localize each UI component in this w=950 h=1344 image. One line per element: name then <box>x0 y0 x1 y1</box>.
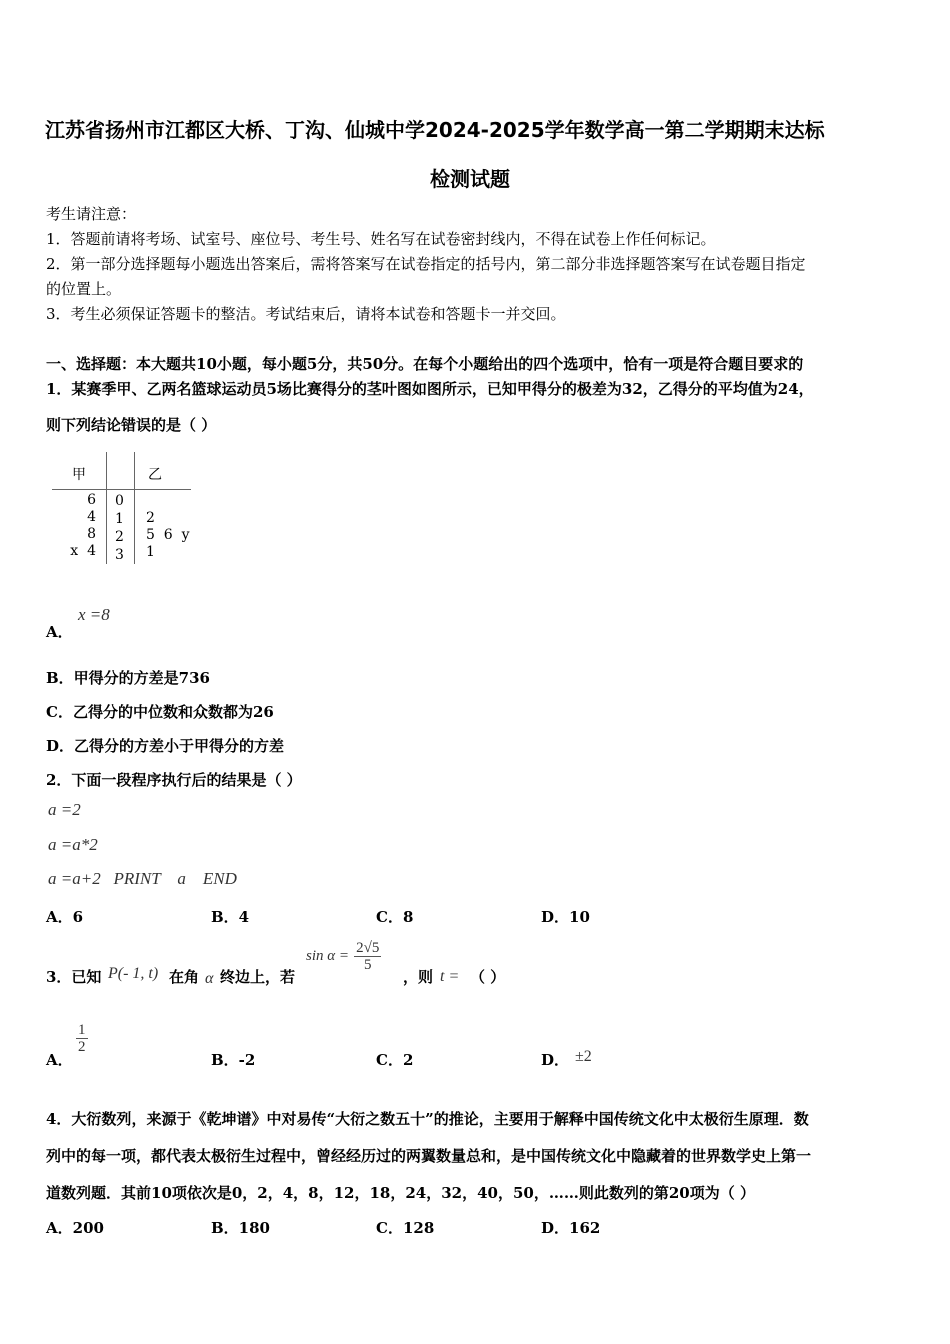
q4-stem-line2: 列中的每一项，都代表太极衍生过程中，曾经经历过的两翼数量总和，是中国传统文化中隐藏着的世界数学史上第一 <box>46 1147 812 1165</box>
q3-stem-text5: （ ） <box>470 968 506 986</box>
q2-code-line2: a =a*2 <box>48 835 98 854</box>
q3-point-math: P(- 1, t) <box>108 965 159 982</box>
stem-header-right: 乙 <box>148 467 162 483</box>
q3-option-a-numerator: 1 <box>78 1022 86 1038</box>
stem-row-left: x 4 <box>70 543 96 559</box>
stem-divider-right <box>134 452 135 564</box>
q3-option-a-label[interactable]: A． <box>46 1051 73 1069</box>
stem-row-right: 1 <box>146 544 155 560</box>
stem-row-right: 5 6 y <box>146 527 190 543</box>
q1-option-d[interactable]: D．乙得分的方差小于甲得分的方差 <box>46 737 285 755</box>
q3-option-b[interactable]: B．-2 <box>211 1051 256 1069</box>
q2-code-line1: a =2 <box>48 800 81 819</box>
q4-stem-line1: 4．大衍数列，来源于《乾坤谱》中对易传“大衍之数五十”的推论，主要用于解释中国传统文化中太极衍生原理．数 <box>46 1110 809 1128</box>
q2-option-b[interactable]: B．4 <box>211 908 250 926</box>
q1-stem-line2: 则下列结论错误的是（ ） <box>46 416 217 434</box>
page-title-cont: 检测试题 <box>430 167 510 191</box>
q1-option-a-math: x =8 <box>78 605 110 624</box>
q4-option-b[interactable]: B．180 <box>211 1219 270 1237</box>
q3-angle-math: α <box>205 970 214 987</box>
q3-sin-expression <box>306 940 381 973</box>
q3-option-d-math: ±2 <box>575 1048 592 1065</box>
q3-option-a-fraction <box>76 1022 88 1055</box>
q3-sin-label: sin α = <box>306 948 350 964</box>
q3-stem-text3: 终边上，若 <box>220 968 296 986</box>
stem-leaf-plot <box>52 452 192 567</box>
q3-sin-denominator: 5 <box>363 957 372 973</box>
q4-stem-line3: 道数列题．其前10项依次是0，2，4，8，12，18，24，32，40，50，……则此数列的第20项为（ ） <box>46 1184 755 1202</box>
stem-row-left: 4 <box>87 509 96 525</box>
notice-item-2-cont: 的位置上。 <box>46 280 122 298</box>
stem-row-stem: 0 <box>115 493 124 509</box>
q3-option-d-label[interactable]: D． <box>541 1051 570 1069</box>
stem-header-left: 甲 <box>72 467 86 483</box>
section-heading: 一、选择题：本大题共10小题，每小题5分，共50分。在每个小题给出的四个选项中，恰有一项是符合题目要求的 <box>46 355 804 373</box>
q3-stem-text2: 在角 <box>169 968 200 986</box>
q1-option-a-label[interactable]: A． <box>46 623 73 641</box>
stem-row-right: 2 <box>146 510 155 526</box>
stem-row-stem: 2 <box>115 529 124 545</box>
page-title: 江苏省扬州市江都区大桥、丁沟、仙城中学2024-2025学年数学高一第二学期期末达标 <box>45 118 825 142</box>
q3-t-math: t = <box>440 968 460 985</box>
stem-header-line <box>52 489 191 490</box>
notice-item-2: 2．第一部分选择题每小题选出答案后，需将答案写在试卷指定的括号内，第二部分非选择题答案写在试卷题目指定 <box>46 255 806 273</box>
q3-option-a-denominator: 2 <box>78 1039 86 1055</box>
q2-option-d[interactable]: D．10 <box>541 908 590 926</box>
q2-stem: 2．下面一段程序执行后的结果是（ ） <box>46 771 302 789</box>
q1-stem-line1: 1．某赛季甲、乙两名篮球运动员5场比赛得分的茎叶图如图所示，已知甲得分的极差为32，乙得分的平均值为24， <box>46 380 814 398</box>
q3-option-c[interactable]: C．2 <box>376 1051 414 1069</box>
q2-code-line3: a =a+2 PRINT a END <box>48 869 237 888</box>
stem-row-left: 6 <box>87 492 96 508</box>
q2-option-a[interactable]: A．6 <box>46 908 84 926</box>
q3-stem-text1: 3．已知 <box>46 968 102 986</box>
stem-row-stem: 1 <box>115 511 124 527</box>
q1-option-c[interactable]: C．乙得分的中位数和众数都为26 <box>46 703 274 721</box>
q3-sin-numerator: 2√5 <box>356 940 380 956</box>
q2-option-c[interactable]: C．8 <box>376 908 414 926</box>
q4-option-d[interactable]: D．162 <box>541 1219 601 1237</box>
q3-stem-text4: ，则 <box>403 968 434 986</box>
notice-item-1: 1．答题前请将考场、试室号、座位号、考生号、姓名写在试卷密封线内，不得在试卷上作任何标记。 <box>46 230 716 248</box>
notice-heading: 考生请注意： <box>46 205 137 223</box>
q4-option-a[interactable]: A．200 <box>46 1219 104 1237</box>
stem-divider-left <box>106 452 107 564</box>
q1-option-b[interactable]: B．甲得分的方差是736 <box>46 669 210 687</box>
notice-item-3: 3．考生必须保证答题卡的整洁。考试结束后，请将本试卷和答题卡一并交回。 <box>46 305 566 323</box>
q3-option-a-math <box>76 1022 88 1055</box>
q4-option-c[interactable]: C．128 <box>376 1219 435 1237</box>
stem-row-left: 8 <box>87 526 96 542</box>
stem-row-stem: 3 <box>115 547 124 563</box>
q3-sin-fraction <box>354 940 381 973</box>
